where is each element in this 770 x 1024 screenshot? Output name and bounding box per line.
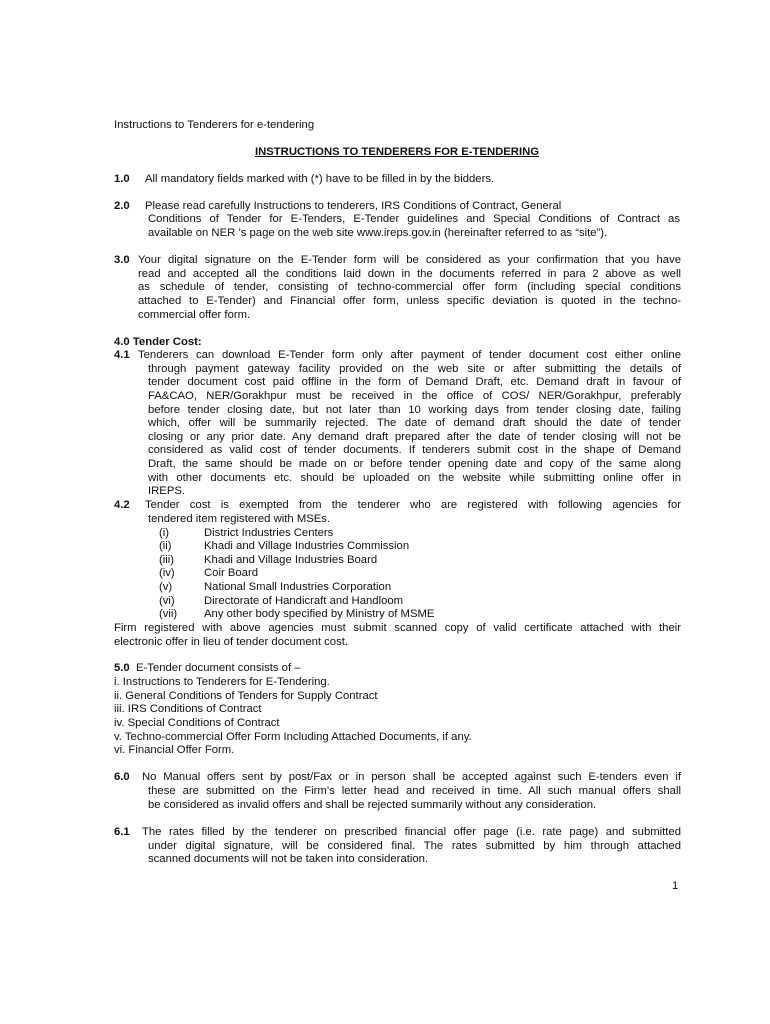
section-4-1-number: 4.1 xyxy=(114,349,130,361)
section-4-1-line: before tender closing date, but not later than 10 working days from tender closing date, failing xyxy=(148,404,681,416)
section-4-1-line: which, offer will be summarily rejected. The date of demand draft should the date of tender xyxy=(148,417,681,429)
document-list-item: ii. General Conditions of Tenders for Supply Contract xyxy=(114,690,378,702)
section-2-line: available on NER ’s page on the web site www.ireps.gov.in (hereinafter referred to as “site”). xyxy=(148,227,608,239)
agency-name: Any other body specified by Ministry of MSME xyxy=(204,608,435,620)
agency-number: (iii) xyxy=(159,554,175,566)
agency-number: (i) xyxy=(159,527,170,539)
section-3-line: as schedule of tender, consisting of techno-commercial offer form (including special conditions xyxy=(138,281,681,293)
section-3-line: read and accepted all the conditions laid down in the documents referred in para 2 above as well xyxy=(138,268,681,280)
section-4-1-line: considered as valid cost of tender documents. If tenderers submit cost in the shape of Demand xyxy=(148,444,681,456)
section-6-line: be considered as invalid offers and shall be rejected summarily without any consideration. xyxy=(148,799,597,811)
section-6-number: 6.0 xyxy=(114,771,130,783)
agency-name: Directorate of Handicraft and Handloom xyxy=(204,595,404,607)
document-list-item: i. Instructions to Tenderers for E-Tendering. xyxy=(114,676,330,688)
section-4-2-number: 4.2 xyxy=(114,499,130,511)
document-list-item: iii. IRS Conditions of Contract xyxy=(114,703,262,715)
section-4-1-line: tender document cost paid offline in the form of Demand Draft, etc. Demand draft in favour of xyxy=(148,376,681,388)
section-5-intro: E-Tender document consists of – xyxy=(136,662,301,674)
section-5-number: 5.0 xyxy=(114,662,130,674)
agency-name: Coir Board xyxy=(204,567,258,579)
section-6-1-line: The rates filled by the tenderer on prescribed financial offer page (i.e. rate page) and submitted xyxy=(142,826,681,838)
section-4-1-line: closing or any prior date. Any demand draft prepared after the date of tender closing will not be xyxy=(148,431,681,443)
agency-name: District Industries Centers xyxy=(204,527,334,539)
section-4-1-line: IREPS. xyxy=(148,485,186,497)
running-header: Instructions to Tenderers for e-tendering xyxy=(114,119,315,131)
page-number: 1 xyxy=(672,880,679,892)
section-6-1-number: 6.1 xyxy=(114,826,130,838)
document-list-item: vi. Financial Offer Form. xyxy=(114,744,235,756)
section-2-line: Please read carefully Instructions to tenderers, IRS Conditions of Contract, General xyxy=(145,200,562,212)
section-4-1-line: with other documents etc. should be uploaded on the website while submitting online offer in xyxy=(148,472,681,484)
section-4-1-line: Tenderers can download E-Tender form only after payment of tender document cost either online xyxy=(138,349,681,361)
section-1-text: All mandatory fields marked with (*) have to be filled in by the bidders. xyxy=(145,173,495,185)
agency-number: (v) xyxy=(159,581,173,593)
agency-name: National Small Industries Corporation xyxy=(204,581,392,593)
section-4-1-line: through payment gateway facility provided on the web site or after submitting the details of xyxy=(148,363,681,375)
agency-name: Khadi and Village Industries Board xyxy=(204,554,378,566)
section-3-line: attached to E-Tender) and Financial offer form, unless specific deviation is quoted in the techno- xyxy=(138,295,681,307)
section-6-line: these are submitted on the Firm’s letter head and received in time. All such manual offers shall xyxy=(148,785,681,797)
section-2-line: Conditions of Tender for E-Tenders, E-Tender guidelines and Special Conditions of Contract as xyxy=(148,213,680,225)
document-list-item: v. Techno-commercial Offer Form Including Attached Documents, if any. xyxy=(114,731,472,743)
agency-number: (vi) xyxy=(159,595,175,607)
agency-number: (iv) xyxy=(159,567,175,579)
section-6-line: No Manual offers sent by post/Fax or in person shall be accepted against such E-tenders even if xyxy=(142,771,681,783)
agency-name: Khadi and Village Industries Commission xyxy=(204,540,410,552)
section-4-2-note: Firm registered with above agencies must submit scanned copy of valid certificate attached with their xyxy=(114,622,681,634)
section-3-line: commercial offer form. xyxy=(138,309,251,321)
section-4-2-note: electronic offer in lieu of tender document cost. xyxy=(114,636,349,648)
agency-number: (vii) xyxy=(159,608,178,620)
section-1-number: 1.0 xyxy=(114,173,130,185)
section-4-1-line: Draft, the same should be made on or before tender opening date and copy of the same along xyxy=(148,458,681,470)
section-4-2-line: Tender cost is exempted from the tenderer who are registered with following agencies for xyxy=(145,499,681,511)
section-6-1-line: under digital signature, will be considered final. The rates submitted by him through attached xyxy=(148,840,681,852)
section-4-2-line: tendered item registered with MSEs. xyxy=(148,513,331,525)
section-2-number: 2.0 xyxy=(114,200,130,212)
document-list-item: iv. Special Conditions of Contract xyxy=(114,717,280,729)
document-title: INSTRUCTIONS TO TENDERERS FOR E-TENDERING xyxy=(254,146,540,158)
agency-number: (ii) xyxy=(159,540,172,552)
section-3-line: Your digital signature on the E-Tender form will be considered as your confirmation that you have xyxy=(138,254,681,266)
section-4-1-line: FA&CAO, NER/Gorakhpur must be received in the office of COS/ NER/Gorakhpur, preferably xyxy=(148,390,681,402)
section-6-1-line: scanned documents will not be taken into consideration. xyxy=(148,853,429,865)
section-3-number: 3.0 xyxy=(114,254,130,266)
section-4-heading: 4.0 Tender Cost: xyxy=(114,336,202,348)
